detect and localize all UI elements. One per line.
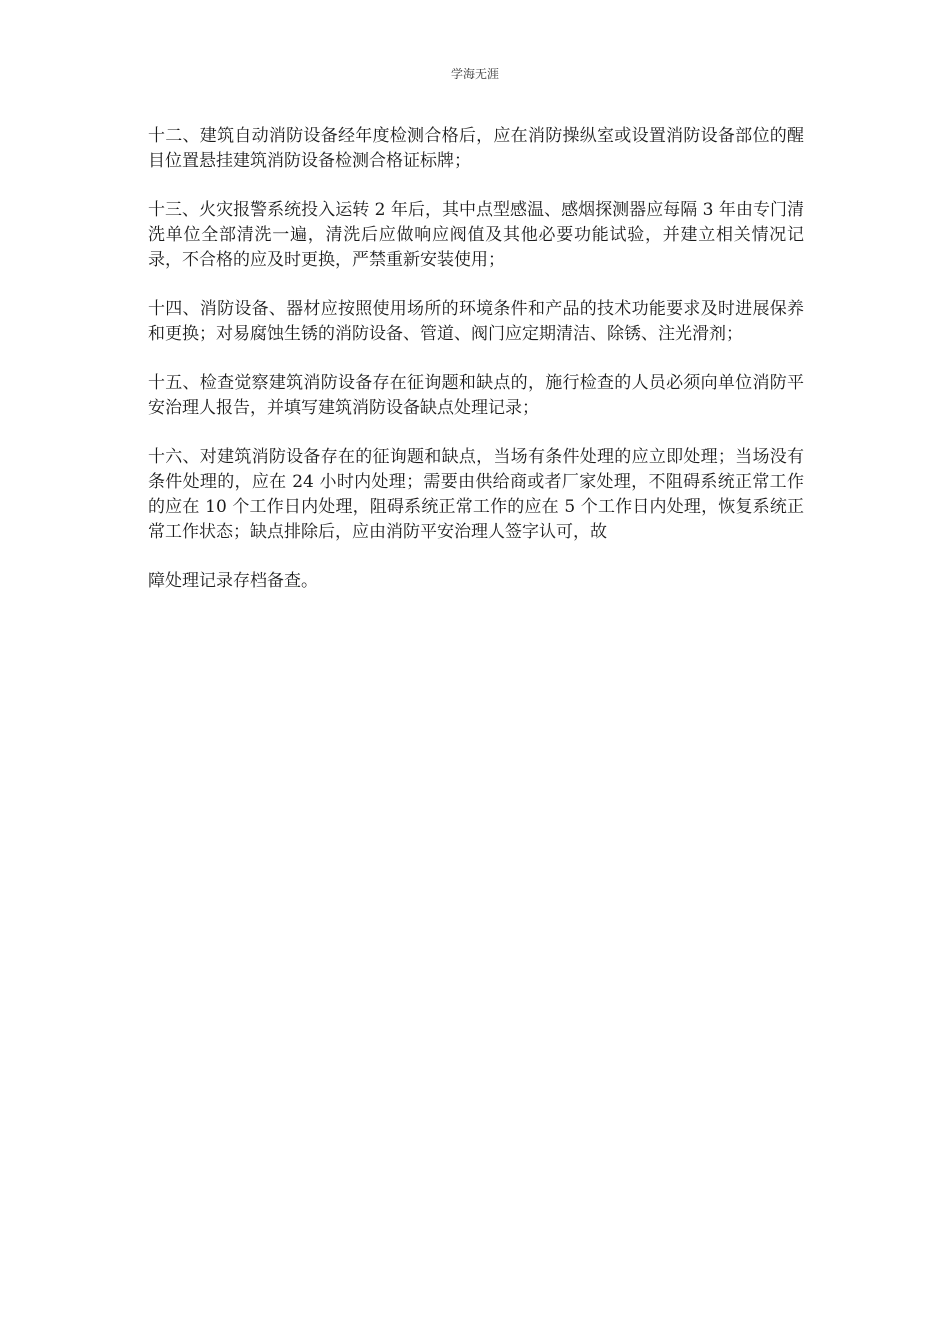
paragraph-item-14: 十四、消防设备、器材应按照使用场所的环境条件和产品的技术功能要求及时进展保养和更换；对易腐蚀生锈的消防设备、管道、阀门应定期清洁、除锈、注光滑剂；	[148, 299, 804, 344]
paragraph-continuation: 障处理记录存档备查。	[148, 571, 318, 591]
paragraph-item-13: 十三、火灾报警系统投入运转 2 年后，其中点型感温、感烟探测器应每隔 3 年由专门清洗单位全部清洗一遍，清洗后应做响应阀值及其他必要功能试验，并建立相关情况记录，不合格的应及时更换，严禁重新安装使用；	[148, 200, 804, 270]
page-header: 学海无涯	[450, 67, 499, 81]
paragraph-item-16: 十六、对建筑消防设备存在的征询题和缺点，当场有条件处理的应立即处理；当场没有条件处理的，应在 24 小时内处理；需要由供给商或者厂家处理，不阻碍系统正常工作的应在 10 个工作日内处理，阻碍系统正常工作的应在 5 个工作日内处理，恢复系统正常工作状态；缺点排除后，应由消防平安治理人签字认可，故	[148, 447, 804, 542]
paragraph-item-15: 十五、检查觉察建筑消防设备存在征询题和缺点的，施行检查的人员必须向单位消防平安治理人报告，并填写建筑消防设备缺点处理记录；	[148, 373, 804, 418]
paragraph-item-12: 十二、建筑自动消防设备经年度检测合格后，应在消防操纵室或设置消防设备部位的醒目位置悬挂建筑消防设备检测合格证标牌；	[148, 126, 804, 171]
document-body	[148, 124, 804, 618]
